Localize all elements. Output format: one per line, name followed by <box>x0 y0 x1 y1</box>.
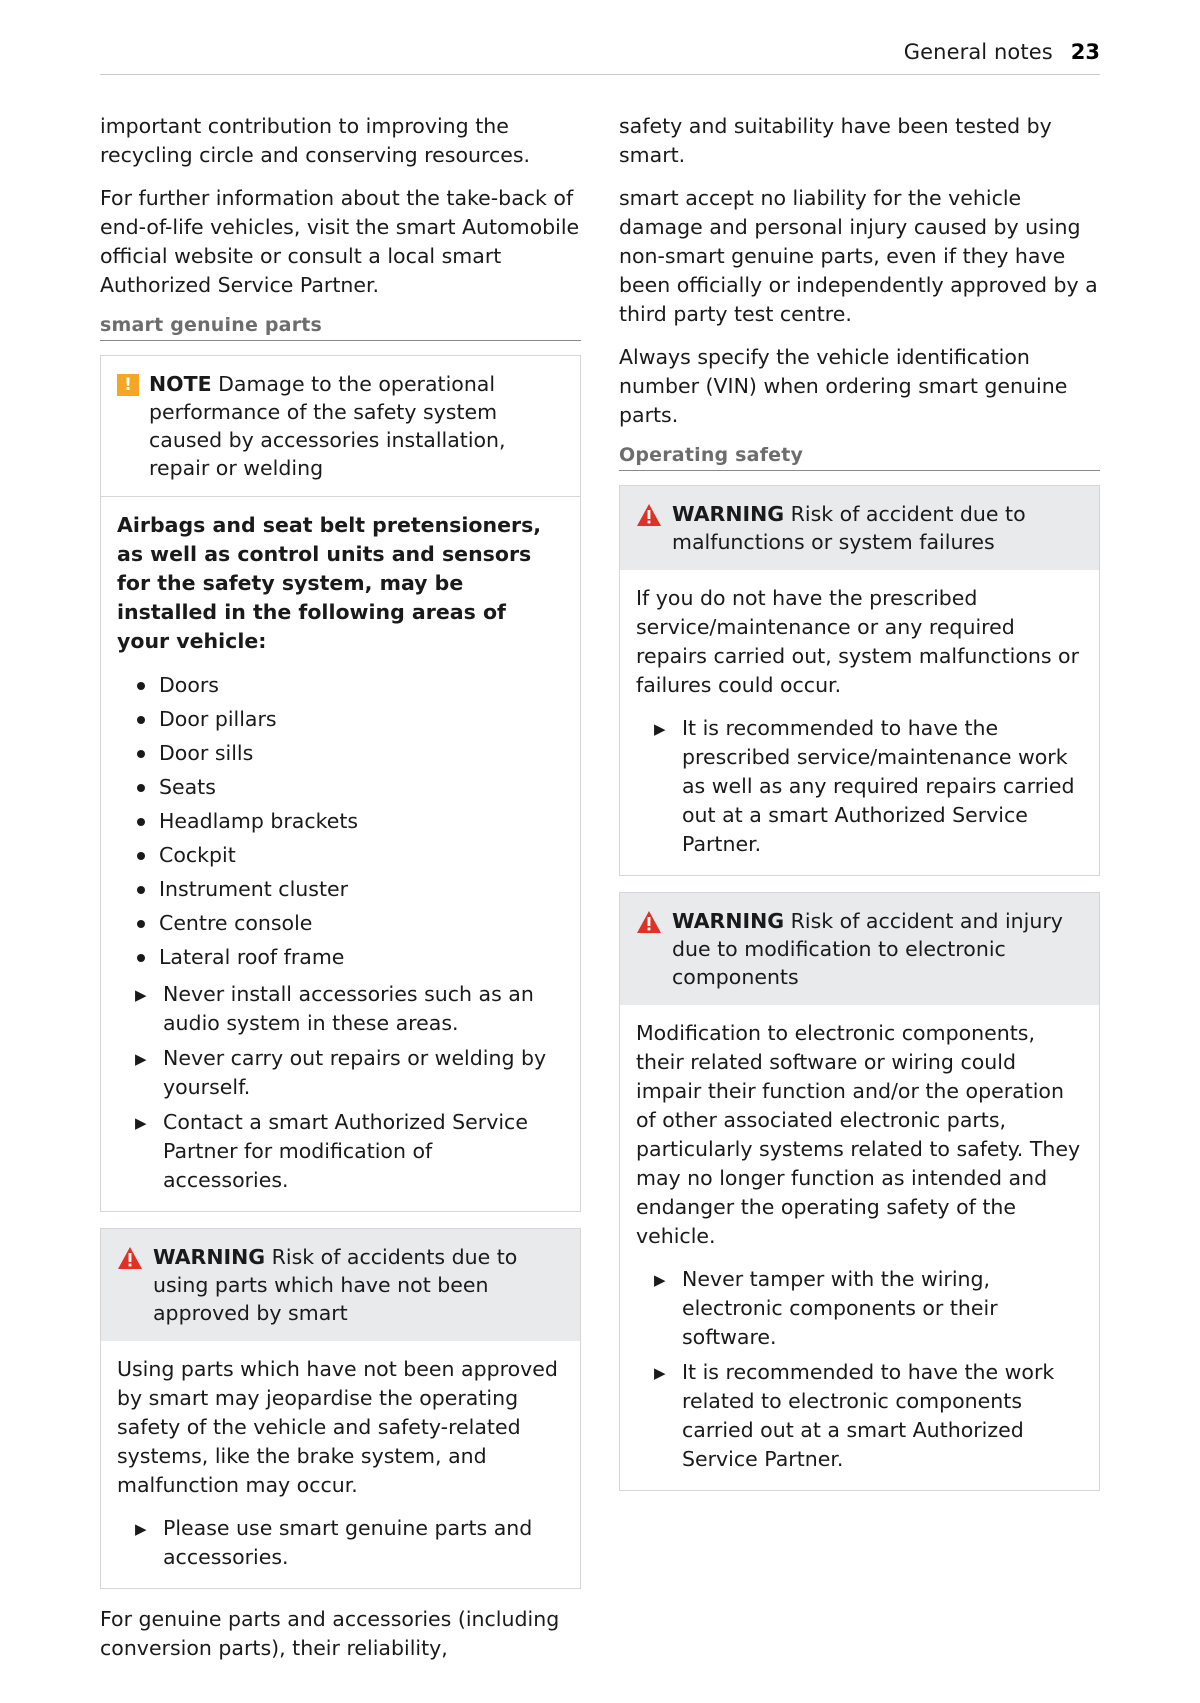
note-lead-text: Airbags and seat belt pretensioners, as well as control units and sensors for the safety system, may be installed in the following areas of your vehicle: <box>117 513 542 653</box>
note-action-list <box>117 980 564 1195</box>
warning-box-body <box>620 1005 1099 1490</box>
page-number: 23 <box>1070 40 1100 64</box>
warning-body-text: Modification to electronic components, their related software or wiring could impair their function and/or the operation of other associated electronic parts, particularly systems related to safety. They may no longer function as intended and endanger the operating safety of the vehicle. <box>636 1021 1081 1248</box>
content-columns <box>100 112 1100 1663</box>
warning-body-text: Using parts which have not been approved by smart may jeopardise the operating safety of the vehicle and safety-related systems, like the brake system, and malfunction may occur. <box>117 1357 558 1497</box>
note-box-body <box>101 497 580 1211</box>
warning-icon <box>117 1246 143 1270</box>
list-item: Seats <box>117 770 564 804</box>
warning-title: Risk of accidents due to using parts which have not been approved by smart <box>153 1245 518 1325</box>
note-box-header <box>101 356 580 497</box>
warning-body-text: If you do not have the prescribed service/maintenance or any required repairs carried out, system malfunctions or failures could occur. <box>636 586 1080 697</box>
list-item: ▶ It is recommended to have the prescribed service/maintenance work as well as any required repairs carried out at a smart Authorized Service Partner. <box>636 714 1083 859</box>
warning-keyword: WARNING <box>672 909 785 933</box>
section-subheading: smart genuine parts <box>100 314 581 341</box>
list-item: ▶ Never carry out repairs or welding by yourself. <box>117 1044 564 1102</box>
warning-title: Risk of accident and injury due to modification to electronic components <box>672 909 1063 989</box>
warning-action-list <box>117 1514 564 1572</box>
paragraph: Always specify the vehicle identification number (VIN) when ordering smart genuine parts. <box>619 345 1068 427</box>
list-item: Doors <box>117 668 564 702</box>
page-title: General notes <box>903 40 1053 64</box>
list-item: Centre console <box>117 906 564 940</box>
list-item: ▶ It is recommended to have the work related to electronic components carried out at a smart Authorized Service Partner. <box>636 1358 1083 1474</box>
warning-box-header <box>101 1229 580 1341</box>
warning-box <box>619 892 1100 1491</box>
paragraph: For further information about the take-back of end-of-life vehicles, visit the smart Automobile official website or consult a local smart Authorized Service Partner. <box>100 186 580 297</box>
list-item: ▶ Contact a smart Authorized Service Partner for modification of accessories. <box>117 1108 564 1195</box>
list-item: Door sills <box>117 736 564 770</box>
warning-title: Risk of accident due to malfunctions or system failures <box>672 502 1026 554</box>
note-keyword: NOTE <box>149 372 212 396</box>
warning-box-title-wrap <box>672 500 1083 556</box>
note-bullet-list <box>117 668 564 974</box>
note-box-title-wrap <box>149 370 564 482</box>
left-column <box>100 112 581 1663</box>
paragraph: smart accept no liability for the vehicle damage and personal injury caused by using non-smart genuine parts, even if they have been officially or independently approved by a third party test centre. <box>619 186 1098 326</box>
section-subheading: Operating safety <box>619 444 1100 471</box>
note-box <box>100 355 581 1212</box>
warning-icon <box>636 503 662 527</box>
list-item: Lateral roof frame <box>117 940 564 974</box>
list-item: Headlamp brackets <box>117 804 564 838</box>
warning-box <box>619 485 1100 876</box>
warning-box-body <box>620 570 1099 875</box>
closing-paragraph: For genuine parts and accessories (including conversion parts), their reliability, <box>100 1607 560 1660</box>
warning-box-body <box>101 1341 580 1588</box>
warning-box-title-wrap <box>153 1243 564 1327</box>
page-header <box>100 40 1100 75</box>
warning-keyword: WARNING <box>672 502 785 526</box>
warning-icon <box>636 910 662 934</box>
warning-box-header <box>620 486 1099 570</box>
warning-action-list <box>636 1265 1083 1474</box>
note-icon: ! <box>117 374 139 396</box>
right-column <box>619 112 1100 1663</box>
list-item: ▶ Please use smart genuine parts and accessories. <box>117 1514 564 1572</box>
warning-box <box>100 1228 581 1589</box>
list-item: Instrument cluster <box>117 872 564 906</box>
warning-box-header <box>620 893 1099 1005</box>
warning-box-title-wrap <box>672 907 1083 991</box>
warning-keyword: WARNING <box>153 1245 266 1269</box>
paragraph: safety and suitability have been tested by smart. <box>619 114 1052 167</box>
warning-action-list <box>636 714 1083 859</box>
list-item: ▶ Never tamper with the wiring, electronic components or their software. <box>636 1265 1083 1352</box>
list-item: Door pillars <box>117 702 564 736</box>
list-item: Cockpit <box>117 838 564 872</box>
note-title: Damage to the operational performance of the safety system caused by accessories installation, repair or welding <box>149 372 506 480</box>
list-item: ▶ Never install accessories such as an audio system in these areas. <box>117 980 564 1038</box>
paragraph: important contribution to improving the recycling circle and conserving resources. <box>100 114 531 167</box>
